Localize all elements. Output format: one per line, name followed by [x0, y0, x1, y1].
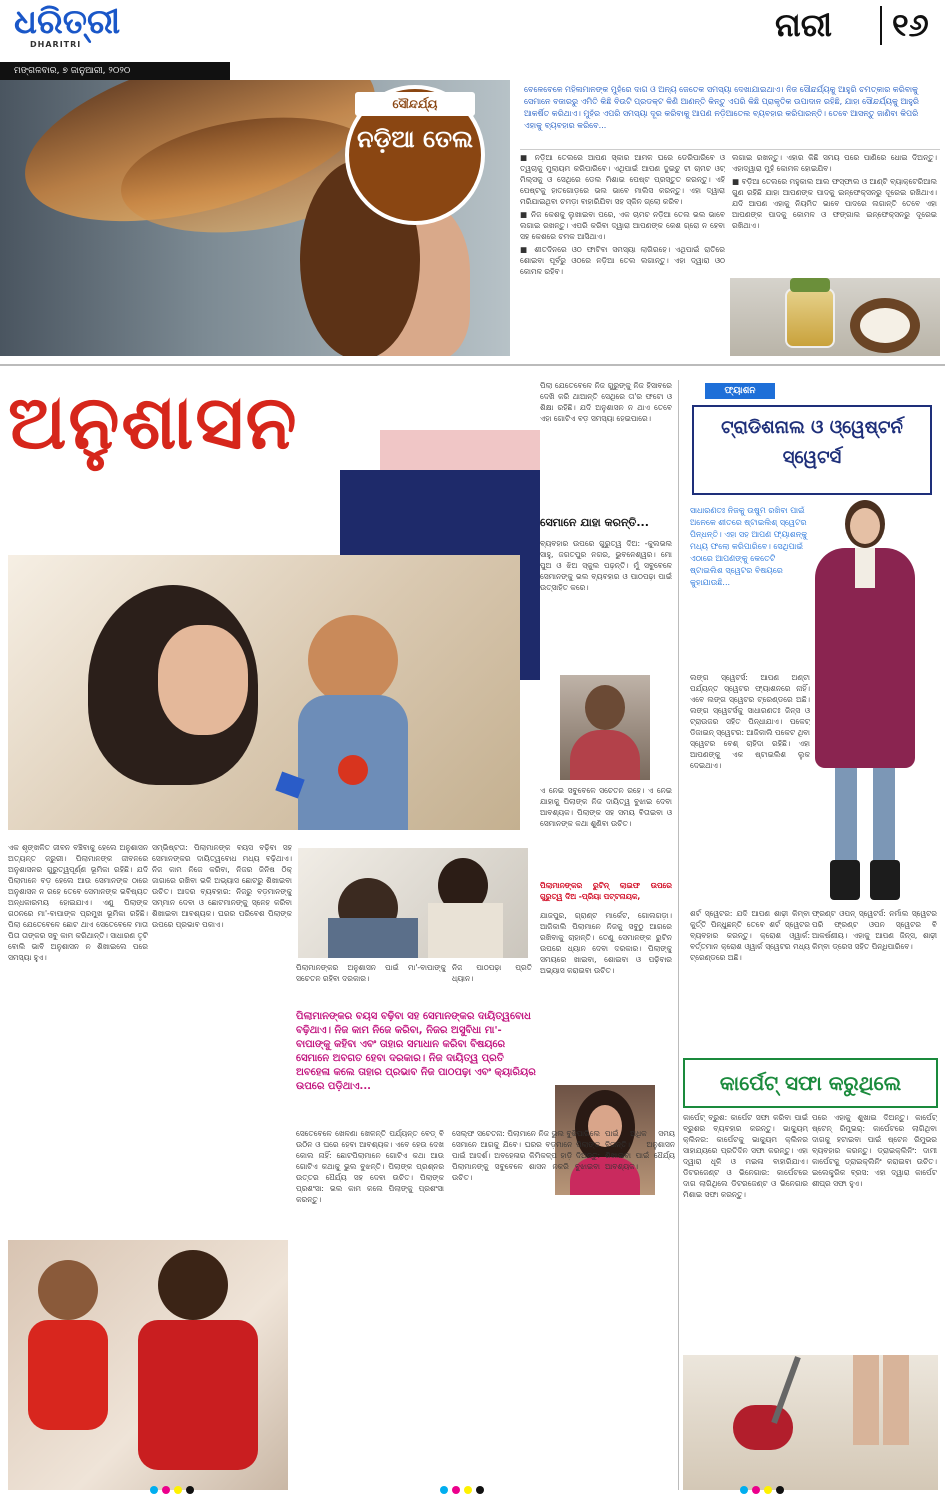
fashion-headline: ଟ୍ରାଡିଶନାଲ ଓ ଓ୍ୱେଷ୍ଟର୍ନ ସ୍ୱେଟର୍ସ	[692, 405, 932, 495]
beauty-column-1	[520, 152, 725, 352]
dateline: ମଙ୍ଗଳବାର, ୭ ଜାନୁଆରୀ, ୨୦୨୦	[0, 62, 230, 80]
registration-mark	[186, 1486, 194, 1494]
discipline-body-c: ପିଲାମାନଙ୍କର ଅନୁଶାସନ ପାଇଁ ମା'-ବାପାଙ୍କୁ ସଚେତନ ରହିବା ଦରକାର।	[296, 963, 446, 983]
coconut-oil-photo	[730, 278, 940, 356]
mother-daughter-clap-photo	[8, 1240, 288, 1490]
discipline-subhead-2: ପିଲାମାନଙ୍କର ରୁଟିନ୍ ଲାଇଫ ଉପରେ ଗୁରୁତ୍ୱ ଦିଅ -ପ୍ରିୟା ପଟ୍ଟନାୟକ,	[540, 881, 672, 901]
interviewee-photo-1	[560, 675, 650, 780]
carpet-column-2: ପରେ ଏହାକୁ ଶୁଖାଇ ଦିଅନ୍ତୁ। କାର୍ପେଟ୍ ଷ୍ଟେନ୍ ରିମୁଭର୍: କାର୍ପେଟରେ ଲାଗିଥିବା ଦାଗକୁ ହଟାଇବା ପାଇଁ ଷ୍ଟେନ ରିମୁଭର ବ୍ୟବହାର କରନ୍ତୁ। ଡ୍ରାଇକ୍ଲିନିଂ: ଦାମୀ କାର୍ପେଟକୁ ଡ୍ରାଇକ୍ଲିନିଂ କରାଇବା ଉଚିତ। ଇଲେକ୍ଟ୍ରିକ ବ୍ରସ: ଏହା ଦ୍ୱାରା କାର୍ପେଟ ଶୀଘ୍ର ସଫା ହୁଏ।	[812, 1113, 937, 1188]
registration-mark	[464, 1486, 472, 1494]
beauty-intro: ବେଳେବେଳେ ମହିଳାମାନଙ୍କ ମୁହଁରେ ଦାଗ ଓ ଅନ୍ୟ ଜେତେକ ସମସ୍ୟା ଦେଖାଯାଇଥାଏ। ନିଜ ସୌନ୍ଦର୍ଯ୍ୟକୁ ଆହୁରି ଚମତ୍କାର କରିବାକୁ ସେମାନେ ବଜାରରୁ ଏମିତି କିଛି ବିଉଟି ପ୍ରଡକ୍ଟ କିଣି ଆଣନ୍ତି କିନ୍ତୁ ଏପରି କିଛି ପ୍ରାକୃତିକ ଉପାଦାନ ରହିଛି, ଯାହା ସୌନ୍ଦର୍ଯ୍ୟକୁ ଆହୁରି ଆକର୍ଷିତ କରିଥାଏ। ମୁହଁର ଏପରି ସମସ୍ୟା ଦୂର କରିବାକୁ ଆପଣ ନଡ଼ିଆତେଲ ବ୍ୟବହାର କରିପାରନ୍ତି। ତେବେ ଆସନ୍ତୁ ଜାଣିବା କିପରି ଏହାକୁ ବ୍ୟବହାର କରିବେ...	[520, 80, 940, 150]
registration-mark	[776, 1486, 784, 1494]
registration-mark	[174, 1486, 182, 1494]
discipline-quote-1: ବ୍ୟବହାର ଉପରେ ଗୁରୁତ୍ୱ ଦିଅ: -କୁଲଭଲ ସାହୁ, ଜଗତପୁର ନଗର, ଭୁବନେଶ୍ୱର। ମୋ ପୁଅ ଓ ଝିଅ ସ୍କୁଲ ପଢ଼ନ୍ତି। ମୁଁ ସବୁବେଳେ ସେମାନଙ୍କୁ ଭଲ ବ୍ୟବହାର ଓ ପାଠପଢ଼ା ପାଇଁ ଉତ୍ସାହିତ କରେ।	[540, 539, 672, 592]
fashion-column-1: ଲଙ୍ଗ ସ୍ୱେଟର୍ସ: ଆପଣ ଅଣ୍ଟା ପର୍ଯ୍ୟନ୍ତ ସ୍ୱେଟର ଫ୍ୟାଶନରେ ନାହିଁ। ଏବେ ଲଙ୍ଗ ସ୍ୱେଟର ଟ୍ରେଣ୍ଡରେ ଅଛି। ଲଙ୍ଗ ସ୍ୱେଟର୍ସକୁ ସାଧାରଣତଃ ଜିନ୍ସ ଓ ଟ୍ରାଉଜର ସହିତ ପିନ୍ଧାଯାଏ। ପକେଟ୍ ଡିଜାଇନ୍ ସ୍ୱେଟର: ଆଜିକାଲି ପକେଟ ଥିବା ସ୍ୱେଟର ବେଶ୍ ଚାହିଦା ରହିଛି। ଏହା ଆପଣଙ୍କୁ ଏକ ଷ୍ଟାଇଲିଶ ଲୁକ ଦେଇଥାଏ।	[690, 673, 810, 770]
vacuum-cleaner-photo	[683, 1355, 938, 1490]
registration-mark	[740, 1486, 748, 1494]
beauty-para: ଲଗାଇ ରଖନ୍ତୁ। ଏହାର କିଛି ସମୟ ପରେ ପାଣିରେ ଧୋଇ ଦିଅନ୍ତୁ। ଏହାଦ୍ୱାରା ମୁହଁ କୋମଳ ହୋଇଯିବ।	[732, 153, 937, 173]
registration-mark	[440, 1486, 448, 1494]
beauty-para: ■ ନଡ଼ିଆ ତେଲରେ ଆପଣ ସ୍କାର ଆମଳ ଘରେ ଡେରିପାରିବେ ଓ ତ୍ୱଚାକୁ ମୁଲାୟମ କରିପାରିବେ। ଏଥିପାଇଁ ଆପଣ ଦୁଇଚୁ ଟୀ ଚାମଚ ଓଟ୍ ମିଲ୍ସକୁ ଓ ସେଥିରେ ଡେଲ ମିଶାଇ ପେଷ୍ଟ ପ୍ରସ୍ତୁତ କରନ୍ତୁ। ଏହି ପେଷ୍ଟକୁ ହାତଗୋଡ଼ରେ ଭଲ ଭାବେ ମାଲିସ କରନ୍ତୁ। ଏହା ଦ୍ୱାରା ମରିଯାଇଥିବା ଚମଡ଼ା ବାହାରିଯିବା ସହ ସ୍କିନ ଗ୍ଲୋ କରିବ।	[520, 153, 725, 206]
decor-pink-block	[380, 430, 540, 470]
discipline-body-a: ଏକ ଶୃଙ୍ଖଳିତ ଜୀବନ ବଞ୍ଚିବାକୁ ହେଲେ ଅନୁଶାସନ ଅତ୍ୟନ୍ତ ଜରୁରୀ। ପିଲାମାନଙ୍କ ଜୀବନରେ ଅନୁଶାସନର ଗୁରୁତ୍ୱପୂର୍ଣ୍ଣ ଭୂମିକା ରହିଛି। ଯଦି ପିଲାମାନେ ବଡ଼ ହେଲେ ଆଉ ସେମାନଙ୍କ ଠାରେ ଅନୁଶାସନ ନ ରହେ ତେବେ ସେମାନଙ୍କ ଭବିଷ୍ୟତ ଅନ୍ଧକାରମୟ ହୋଇଯାଏ। ଏଣୁ ପିଲାଙ୍କ ଗଠନରେ ମା'-ବାପାଙ୍କ ପ୍ରମୁଖ ଭୂମିକା ରହିଛି। ପିଲା ଯେତେବେଳେ ଛୋଟ ଥାଏ ସେତେବେଳେ ମାତା ପିତା ତାଙ୍କର ସବୁ କାମ କରିଥାନ୍ତି। ସାଧାରଣ ତୃଟି ବୋଲି ଭାବି ଅନୁଶାସନ ନ ଶିଖାଇଲେ ପରେ ସମସ୍ୟା ହୁଏ।	[8, 843, 148, 962]
masthead	[0, 0, 945, 62]
child-study-photo	[298, 848, 528, 958]
coat-model-photo	[800, 500, 930, 900]
discipline-body-e: ସେତେବେଳେ ଖେଳଣା ଖେଳନ୍ତି ପର୍ଯ୍ୟନ୍ତ ବେଡ୍ ବି ଉଠିନ ଓ ଘରେ ହେବା ଆବଶ୍ୟକ। ଏବେ ହେଉ ଦେଖ କୋଲ ନାହିଁ: ଛୋଟପିଲାମାନେ ଗୋଟିଏ କଥା ଆଉ ଗୋଟିଏ କଥାକୁ ଭୁଲ ବୁଝନ୍ତି। ପିଲାଙ୍କ ପ୍ରଶ୍ନର ଉତ୍ତର ଧୈର୍ଯ୍ୟ ସହ ଦେବା ଉଚିତ। ପିଲାଙ୍କ ପ୍ରଶଂସା: ଭଲ କାମ କଲେ ପିଲାଙ୍କୁ ପ୍ରଶଂସା କରନ୍ତୁ।	[296, 1129, 444, 1204]
fashion-category-tag: ଫ୍ୟାଶନ	[705, 383, 775, 399]
fashion-intro: ସାଧାରଣତଃ ନିଜକୁ ଉଷୁମ ରଖିବା ପାଇଁ ଅନେକେ ଶୀତରେ ଷ୍ଟାଇଲିଶ୍ ସ୍ୱେଟର ପିନ୍ଧନ୍ତି। ଏହା ସହ ଆପଣ ଫ୍ୟାଶନ୍‌କୁ ମଧ୍ୟ ଫଲୋ କରିପାରିବେ। ସେଥିପାଇଁ ଏଠାରେ ଆପଣଙ୍କୁ କେତେଟି ଷ୍ଟାଇଲିଶ ସ୍ୱେଟର ବିଷୟରେ କୁହାଯାଉଛି...	[690, 506, 808, 587]
beauty-para: ■ ବଡ଼ିଆ ତେଲରେ ମହୁକାଲ ଆଲ ଫସ୍ଫାଲ ଓ ଆଣ୍ଟି ବ୍ୟାକ୍ଟେରିଆଲ ଗୁଣ ରହିଛି ଯାହା ଆପଣଙ୍କ ପାଦକୁ ଇନ୍ଫେକ୍ସନରୁ ଦୂରେଇ ରଖିଥାଏ। ଯଦି ଆପଣ ଏହାକୁ ନିୟମିତ ଭାବେ ପାଦରେ ଲଗାନ୍ତି ତେବେ ଏହା ଆପଣଙ୍କ ପାଦକୁ କୋମଳ ଓ ଫଙ୍ଗାଲ ଇନ୍ଫେକ୍ସନରୁ ଦୂରେଇ ରଖିଥାଏ।	[732, 177, 937, 230]
section-title: ନାରୀ	[775, 6, 832, 44]
beauty-category-tag: ସୌନ୍ଦର୍ଯ୍ୟ	[355, 92, 475, 116]
discipline-headline: ଅନୁଶାସନ	[8, 380, 299, 466]
registration-mark	[150, 1486, 158, 1494]
registration-mark	[752, 1486, 760, 1494]
discipline-body-f: ସେଲ୍ଫ ସଚେତନା: ପିଲାମାନେ ନିଜ ଭୁଲ ବୁଝିପାରିଲେ ସେମାନେ ଆଗକୁ ଯିବେ। ଘରର ବଡ଼ମାନେ ପିଲାଙ୍କ ପାଇଁ ଆଦର୍ଶ। ଅବହେଳାର କିମିକଳ୍ପ ହାଡ଼ି ଦିଅନ୍ତୁ: ପିଲାମାନଙ୍କୁ ସବୁବେଳେ ଶାସନ ନକରି ବୁଝାଇବା ଉଚିତ।	[452, 1129, 600, 1182]
beauty-para: ■ ନିଜ କେଶକୁ ଲୁଖାଇବା ପରେ, ଏକ ଚାମଚ ନଡ଼ିଆ ତେଲ ଭଲ ଭାବେ ଲଗାଇ ରଖନ୍ତୁ। ଏପରି କରିବା ଦ୍ୱାରା ଆପଣଙ୍କ କେଶ ଗ୍ରୋ ନ ହେବା ସହ କେଶରେ ଚମକ ଆସିଥାଏ।	[520, 210, 725, 241]
beauty-headline: ନଡ଼ିଆ ତେଲ	[357, 125, 473, 153]
section-divider	[0, 364, 945, 366]
registration-mark	[452, 1486, 460, 1494]
newspaper-logo-latin: DHARITRI	[30, 40, 82, 49]
registration-mark	[476, 1486, 484, 1494]
carpet-column-1: କାର୍ପେଟ୍ ବ୍ରୁଶ: କାର୍ପେଟ ସଫା କରିବା ପାଇଁ ବ୍ରୁଶର ବ୍ୟବହାର କରନ୍ତୁ। ଭାକ୍ୟୁମ୍ କ୍ଲିନର: କାର୍ପେଟକୁ ଭାକ୍ୟୁମ କ୍ଲିନର ସାହାଯ୍ୟରେ ପ୍ରତିଦିନ ସଫା କରନ୍ତୁ। ଏହା ଦ୍ୱାରା ଧୂଳି ଓ ମଇଳା ବାହାରିଯାଏ। ଡିଟରଜେଣ୍ଟ ଓ ଭିନେଗାର: କାର୍ପେଟରେ ଦାଗ ଲାଗିଥିଲେ ଡିଟରଜେଣ୍ଟ ଓ ଭିନେଗାର ମିଶାଇ ସଫା କରନ୍ତୁ।	[683, 1113, 808, 1199]
newspaper-logo: ଧରିତ୍ରୀ	[14, 2, 121, 42]
fashion-column-b: ଫ୍ରଣ୍ଟ ଓପନ୍ ସ୍ୱେଟର୍ସ: ନର୍ମାଲ ସ୍ୱେଟର ପରି ଫ୍ରଣ୍ଟ ଓପନ ସ୍ୱେଟର ବି ଆକର୍ଷଣୀୟ। ଏହାକୁ ଆପଣ ଜିନ୍ସ, ଶାଢ଼ୀ କିମ୍ବା ଡ୍ରେସ ସହିତ ପିନ୍ଧିପାରିବେ।	[812, 909, 937, 951]
discipline-body-d: ନିଜ ପାଠପଢ଼ା ପ୍ରତି ଧ୍ୟାନ।	[452, 963, 532, 983]
mother-child-photo	[8, 555, 520, 830]
page-number: ୧୬	[880, 6, 929, 45]
column-rule	[678, 380, 679, 1490]
pull-quote: ପିଲାମାନଙ୍କର ବୟସ ବଢ଼ିବା ସହ ସେମାନଙ୍କର ଦାୟିତ୍ୱବୋଧ ବଢ଼ିଥାଏ। ନିଜ କାମ ନିଜେ କରିବା, ନିଜର ଅସୁବିଧା ମା'-ବାପାଙ୍କୁ କହିବା ଏବଂ ତାହାର ସମାଧାନ କରିବା ବିଷୟରେ ସେମାନେ ଅବଗତ ହେବା ଦରକାର। ନିଜ ଦାୟିତ୍ୱ ପ୍ରତି ଅବହେଳା କଲେ ତାହାର ପ୍ରଭାବ ନିଜ ପାଠପଢ଼ା ଏବଂ କ୍ୟାରିୟର ଉପରେ ପଡ଼ିଥାଏ...	[296, 1011, 536, 1092]
fashion-column-a: ଶର୍ଟ ସ୍ୱେଟର: ଯଦି ଆପଣ ଶାଢ଼ୀ କିମ୍ବା କୁର୍ତ୍ତି ପିନ୍ଧୁଛନ୍ତି ତେବେ ଶର୍ଟ ସ୍ୱେଟର ବ୍ୟବହାର କରନ୍ତୁ। କ୍ରୋଶ ଓ୍ୱାର୍କ: ବର୍ତ୍ତମାନ କ୍ରୋଶ ଓ୍ୱାର୍କ ସ୍ୱେଟର ମଧ୍ୟ ଟ୍ରେଣ୍ଡରେ ଅଛି।	[690, 909, 810, 962]
print-marks	[0, 1478, 945, 1498]
beauty-para: ■ ଶୀତଦିନରେ ଓଠ ଫାଟିବା ସମସ୍ୟା ଲାଗିରହେ। ଏଥିପାଇଁ ରାତିରେ ଶୋଇବା ପୂର୍ବରୁ ଓଠରେ ନଡ଼ିଆ ତେଲ ଲଗାନ୍ତୁ। ଏହା ଦ୍ୱାରା ଓଠ କୋମଳ ରହିବ।	[520, 245, 725, 276]
discipline-body-h: ପାଇଁ ଅଧିକ ସମୟ ବିତାନ୍ତି। ଅନୁଶାସନ ଶିଖାଇବା ପାଇଁ ଧୈର୍ଯ୍ୟ ଆବଶ୍ୟକ।	[605, 1129, 675, 1171]
beauty-column-2	[732, 152, 937, 272]
discipline-column-c: ଯାଜପୁର, ଗ୍ରାଣ୍ଟ ମାର୍କେଟ, ଗୋଲଗଡ଼ା। ଆଜିକାଲି ପିଲାମାନେ ନିଜକୁ ସବୁଠୁ ଆଗରେ ରଖିବାକୁ ଚାହାନ୍ତି। ତେଣୁ ସେମାନଙ୍କ ରୁଟିନ ଉପରେ ଧ୍ୟାନ ଦେବା ଦରକାର। ପିଲାଙ୍କୁ ସମୟରେ ଖାଇବା, ଶୋଇବା ଓ ପଢ଼ିବାର ଅଭ୍ୟାସ କରାଇବା ଉଚିତ।	[540, 911, 672, 975]
discipline-subhead-1: ସେମାନେ ଯାହା କରନ୍ତି...	[540, 516, 649, 529]
registration-mark	[162, 1486, 170, 1494]
discipline-intro-column: ପିଲା ଯେତେବେଳେ ନିଜ ଗୁରୁଙ୍କୁ ନିଜ ହିସାବରେ ଦେଖି କରି ଥାଆନ୍ତି ସେଥିରେ ତା'ର ଫଟୋ ଓ ଶିକ୍ଷା ରହିଛି। ଯଦି ଅନୁଶାସନ ନ ଥାଏ ତେବେ ଏହା ଗୋଟିଏ ବଡ଼ ସମସ୍ୟା ହେଇପାରେ।	[540, 381, 672, 423]
carpet-headline: କାର୍ପେଟ୍ ସଫା କରୁଥିଲେ	[683, 1058, 938, 1108]
discipline-column-b: ଏ ନେଇ ସବୁବେଳେ ସଚେତନ ରହେ। ଏ ନେଇ ଯାହାକୁ ପିଲାଙ୍କ ନିଜ ଦାୟିତ୍ୱ ବୁଝାଇ ଦେବା ଆବଶ୍ୟକ। ପିଲାଙ୍କ ସହ ସମୟ ବିତାଇବା ଓ ସେମାନଙ୍କ କଥା ଶୁଣିବା ଉଚିତ।	[540, 786, 672, 828]
registration-mark	[764, 1486, 772, 1494]
discipline-body-b: ସମ୍ଭିଷ୍ଟତା: ପିଲାମାନଙ୍କ ବୟସ ବଢ଼ିବା ସହ ସେମାନଙ୍କର ଦାୟିତ୍ୱବୋଧ ମଧ୍ୟ ବଢ଼ିଥାଏ। ନିଜ କାମ ନିଜେ କରିବା, ନିଜର ଜିନିଷ ଠିକ୍ ଜାଗାରେ ରଖିବା ଭଳି ଅଭ୍ୟାସ ଛୋଟରୁ ଶିଖାଇବା ଉଚିତ। ଆଦର ବ୍ୟବହାର: ନିଜରୁ ବଡ଼ମାନଙ୍କୁ ସମ୍ମାନ ଦେବା ଓ ଛୋଟମାନଙ୍କୁ ସ୍ନେହ କରିବା ଶିଖାଇବା ଆବଶ୍ୟକ। ଘରର ପରିବେଶ ପିଲାଙ୍କ ଉପରେ ପ୍ରଭାବ ପକାଏ।	[152, 843, 292, 929]
